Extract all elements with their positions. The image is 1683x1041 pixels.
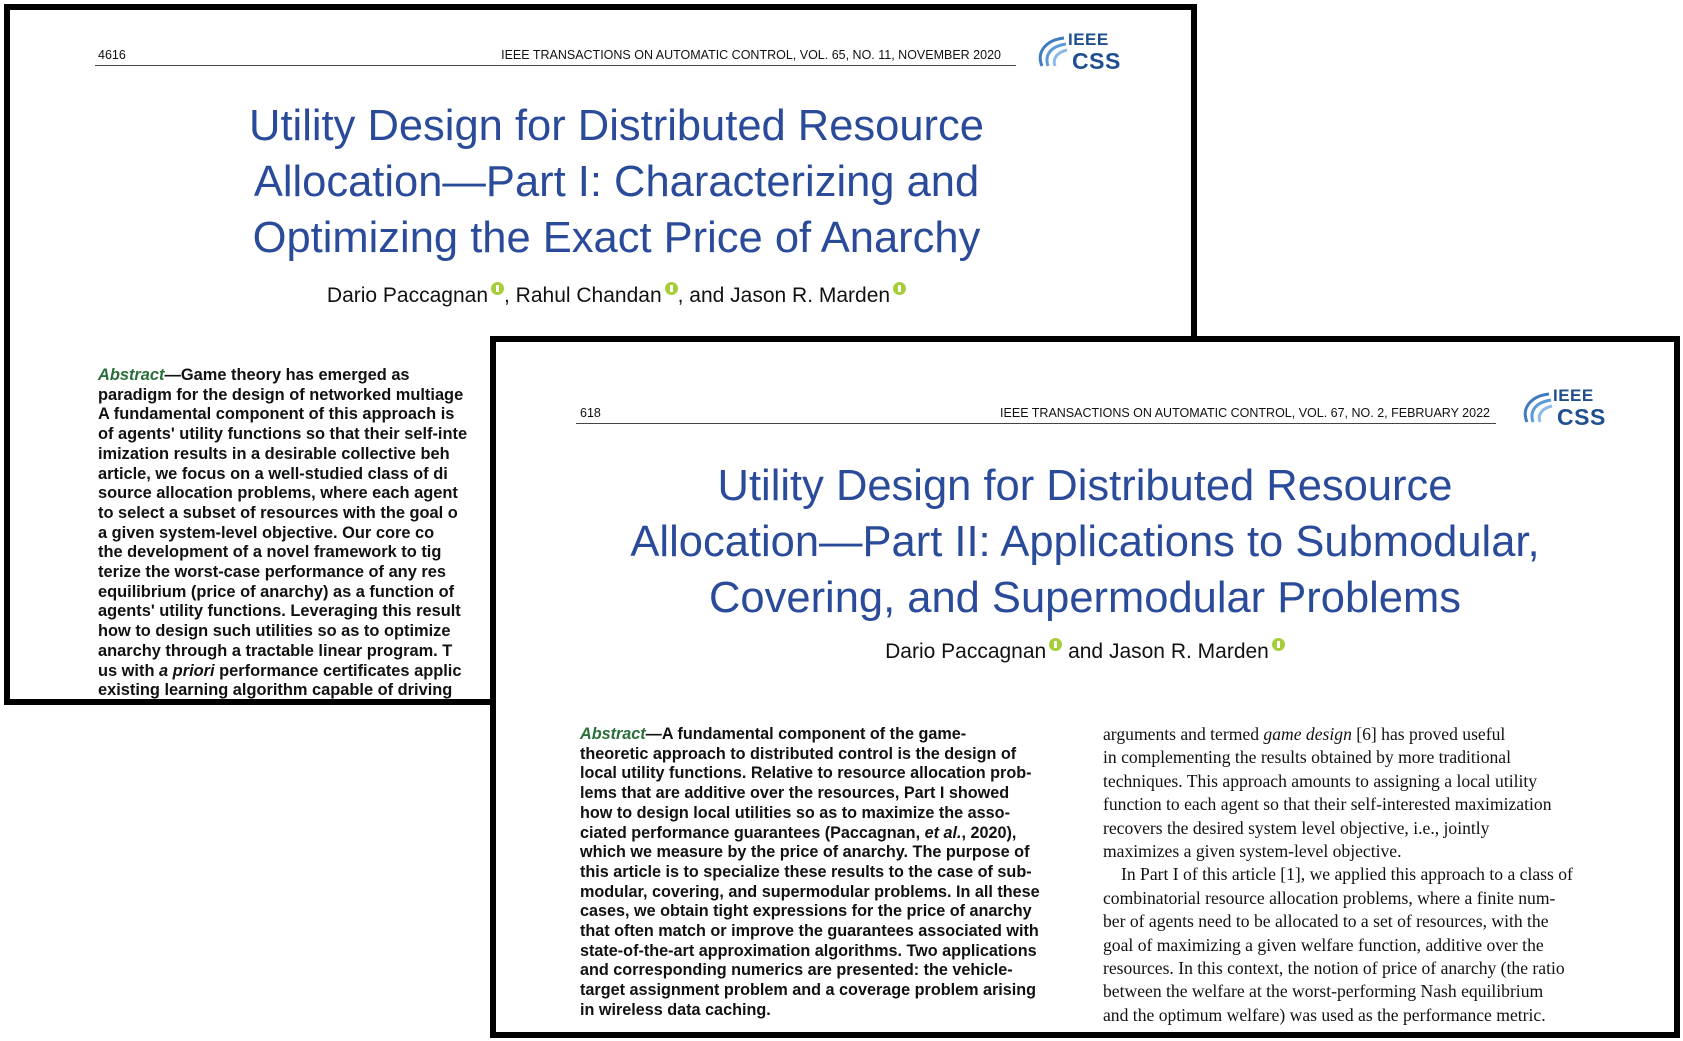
body-line: function to each agent so that their self-interested maximization — [1103, 794, 1552, 815]
paper-title — [496, 458, 1674, 626]
body-line: techniques. This approach amounts to assigning a local utility — [1103, 770, 1538, 791]
abstract-line: in wireless data caching. — [580, 1000, 771, 1019]
logo-ieee-text: IEEE — [1068, 30, 1109, 49]
header-rule — [576, 423, 1496, 424]
page-number: 4616 — [98, 48, 126, 62]
abstract-line: the development of a novel framework to tig — [98, 543, 442, 562]
author-name: Dario Paccagnan — [885, 640, 1047, 663]
orcid-icon — [491, 282, 504, 295]
orcid-icon — [1272, 638, 1285, 651]
abstract-line: a given system-level objective. Our core co — [98, 523, 435, 542]
journal-header: IEEE TRANSACTIONS ON AUTOMATIC CONTROL, VOL. 65, NO. 11, NOVEMBER 2020 — [501, 48, 1001, 62]
abstract-line: anarchy through a tractable linear program. T — [98, 641, 453, 660]
ieee-css-logo — [1519, 384, 1605, 434]
abstract-label: Abstract — [580, 725, 646, 743]
body-line: arguments and termed game design [6] has proved useful — [1103, 724, 1506, 744]
abstract-line: state-of-the-art approximation algorithms. Two applications — [580, 941, 1037, 960]
abstract — [98, 366, 467, 701]
abstract-line: theoretic approach to distributed control is the design of — [580, 744, 1017, 763]
title-line: Covering, and Supermodular Problems — [709, 574, 1461, 622]
logo-css-text: CSS — [1557, 404, 1606, 430]
abstract-line: lems that are additive over the resources, Part I showed — [580, 784, 1010, 803]
author-name: Dario Paccagnan — [326, 284, 489, 307]
abstract-line: which we measure by the price of anarchy. The purpose of — [580, 843, 1030, 862]
orcid-icon — [1049, 638, 1062, 651]
paper-title — [10, 98, 1197, 266]
body-line: in complementing the results obtained by more traditional — [1103, 747, 1511, 768]
abstract — [580, 725, 1040, 1021]
author-list — [496, 638, 1674, 664]
body-line: and the optimum welfare) was used as the performance metric. — [1103, 1004, 1546, 1025]
abstract-line: this article is to specialize these results to the case of sub- — [580, 862, 1032, 881]
abstract-line: local utility functions. Relative to resource allocation prob- — [580, 764, 1032, 783]
abstract-line: equilibrium (price of anarchy) as a function of — [98, 582, 455, 601]
abstract-line: Abstract—Game theory has emerged as — [98, 366, 410, 384]
abstract-line: paradigm for the design of networked multiage — [98, 385, 464, 404]
paper-part-2-page — [490, 336, 1680, 1038]
abstract-line: of agents' utility functions so that their self-inte — [98, 425, 468, 444]
abstract-line: ciated performance guarantees (Paccagnan, et al., 2020), — [580, 823, 1017, 842]
title-line: Utility Design for Distributed Resource — [717, 462, 1453, 510]
ieee-css-swoosh-icon — [1034, 34, 1068, 70]
author-name: and Jason R. Marden — [1062, 640, 1269, 663]
ieee-css-swoosh-icon — [1519, 390, 1553, 426]
title-line: Allocation—Part II: Applications to Submodular, — [630, 518, 1540, 566]
ieee-css-logo — [1034, 28, 1120, 78]
author-name: , Rahul Chandan — [504, 284, 662, 307]
logo-ieee-text: IEEE — [1553, 386, 1594, 405]
body-line: between the welfare at the worst-performing Nash equilibrium — [1103, 981, 1544, 1002]
abstract-label: Abstract — [98, 366, 165, 384]
orcid-icon — [665, 282, 678, 295]
journal-header: IEEE TRANSACTIONS ON AUTOMATIC CONTROL, VOL. 67, NO. 2, FEBRUARY 2022 — [1000, 406, 1490, 420]
body-line: maximizes a given system-level objective. — [1103, 841, 1402, 862]
abstract-line: terize the worst-case performance of any res — [98, 563, 446, 582]
author-list — [10, 282, 1197, 308]
body-line: combinatorial resource allocation problems, where a finite num- — [1103, 887, 1556, 908]
title-line: Allocation—Part I: Characterizing and — [253, 158, 980, 206]
body-line: In Part I of this article [1], we applied this approach to a class of — [1121, 864, 1573, 885]
abstract-line: modular, covering, and supermodular problems. In all these — [580, 882, 1040, 901]
title-line: Utility Design for Distributed Resource — [249, 102, 984, 150]
logo-css-text: CSS — [1072, 48, 1121, 74]
abstract-line: that often match or improve the guarantees associated with — [580, 922, 1039, 941]
introduction-text — [1103, 723, 1573, 1027]
abstract-line: article, we focus on a well-studied class of di — [98, 464, 448, 483]
title-line: Optimizing the Exact Price of Anarchy — [252, 214, 981, 262]
abstract-line: source allocation problems, where each agent — [98, 484, 458, 503]
abstract-line: existing learning algorithm capable of driving — [98, 681, 453, 700]
abstract-line: cases, we obtain tight expressions for the price of anarchy — [580, 902, 1032, 921]
body-line: ber of agents need to be allocated to a set of resources, with the — [1103, 911, 1549, 932]
abstract-line: imization results in a desirable collective beh — [98, 444, 450, 463]
abstract-line: us with a priori performance certificates applic — [98, 661, 462, 680]
abstract-line: agents' utility functions. Leveraging this result — [98, 602, 461, 621]
header-rule — [95, 65, 1016, 66]
body-line: recovers the desired system level objective, i.e., jointly — [1103, 817, 1490, 838]
body-line: resources. In this context, the notion of price of anarchy (the ratio — [1103, 958, 1565, 979]
abstract-line: A fundamental component of this approach is — [98, 405, 455, 424]
orcid-icon — [893, 282, 906, 295]
abstract-line: to select a subset of resources with the goal o — [98, 503, 458, 522]
abstract-line: and corresponding numerics are presented: the vehicle- — [580, 961, 1013, 980]
author-name: , and Jason R. Marden — [677, 284, 891, 307]
abstract-line: how to design such utilities so as to optimize — [98, 622, 451, 641]
page-number: 618 — [580, 406, 601, 420]
body-line: goal of maximizing a given welfare function, additive over the — [1103, 934, 1544, 955]
abstract-line: how to design local utilities so as to maximize the asso- — [580, 803, 1010, 822]
abstract-line: Abstract—A fundamental component of the game- — [580, 725, 967, 743]
abstract-line: target assignment problem and a coverage problem arising — [580, 981, 1037, 1000]
